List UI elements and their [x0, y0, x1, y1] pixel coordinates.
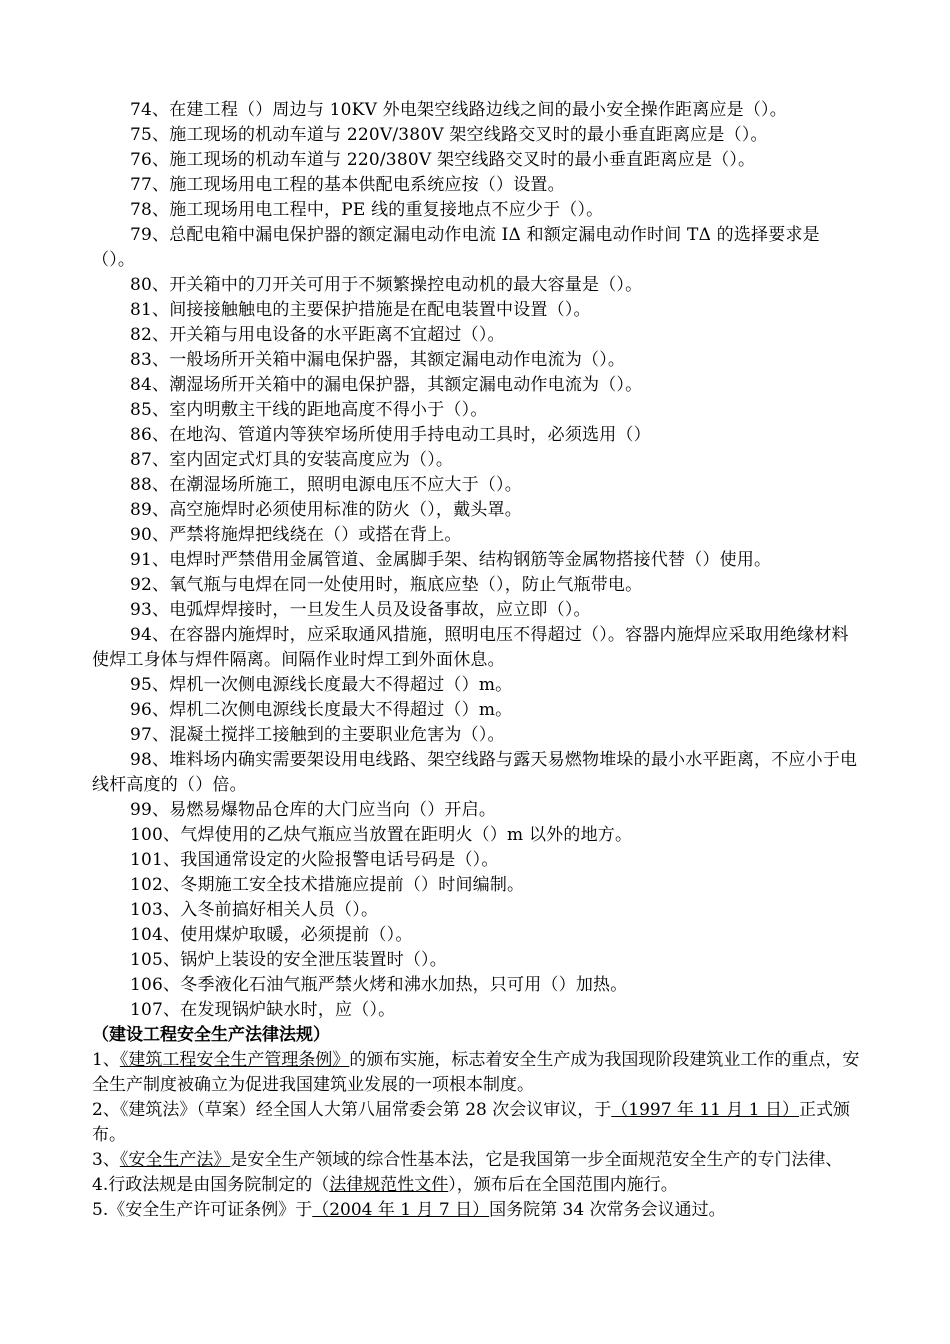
law-text: 2、《建筑法》（草案）经全国人大第八届常委会第 28 次会议审议，于: [92, 1100, 612, 1120]
law-item-1: [92, 1048, 862, 1098]
law-item-4: [92, 1173, 862, 1198]
law-text: 正式颁布。: [92, 1100, 850, 1145]
law-text: 3、: [92, 1150, 120, 1170]
question-item: 100、气焊使用的乙炔气瓶应当放置在距明火（）m 以外的地方。: [130, 825, 633, 845]
question-item: 88、在潮湿场所施工，照明电源电压不应大于（）。: [130, 475, 522, 495]
question-item: 99、易燃易爆物品仓库的大门应当向（）开启。: [130, 800, 497, 820]
question-item: 105、锅炉上装设的安全泄压装置时（）。: [130, 950, 447, 970]
document-body: [92, 98, 862, 1223]
question-item: 79、总配电箱中漏电保护器的额定漏电动作电流 IΔ 和额定漏电动作时间 TΔ 的选择要求是（）。: [92, 225, 820, 270]
question-item: 77、施工现场用电工程的基本供配电系统应按（）设置。: [130, 175, 565, 195]
question-item: 93、电弧焊焊接时，一旦发生人员及设备事故，应立即（）。: [130, 600, 591, 620]
law-item-5: [92, 1198, 862, 1223]
law-text: 5.《安全生产许可证条例》于: [92, 1200, 313, 1220]
law-item-2: [92, 1098, 862, 1148]
question-item: 90、严禁将施焊把线绕在（）或搭在背上。: [130, 525, 462, 545]
question-item: 74、在建工程（）周边与 10KV 外电架空线路边线之间的最小安全操作距离应是（）。: [130, 100, 787, 120]
question-item: 98、堆料场内确实需要架设用电线路、架空线路与露天易燃物堆垛的最小水平距离，不应小于电线杆高度的（）倍。: [92, 750, 858, 795]
question-item: 89、高空施焊时必须使用标准的防火（），戴头罩。: [130, 500, 522, 520]
question-list: [92, 98, 862, 1023]
law-answer: （1997 年 11 月 1 日）: [611, 1100, 799, 1120]
question-item: 104、使用煤炉取暖，必须提前（）。: [130, 925, 413, 945]
question-item: 92、氧气瓶与电焊在同一处使用时，瓶底应垫（），防止气瓶带电。: [130, 575, 643, 595]
question-item: 80、开关箱中的刀开关可用于不频繁操控电动机的最大容量是（）。: [130, 275, 643, 295]
law-text: 的颁布实施，标志着安全生产成为我国现阶段建筑业工作的重点，安全生产制度被确立为促进我国建筑业发展的一项根本制度。: [92, 1050, 860, 1095]
question-item: 101、我国通常设定的火险报警电话号码是（）。: [130, 850, 499, 870]
question-item: 86、在地沟、管道内等狭窄场所使用手持电动工具时，必须选用（）: [130, 425, 651, 445]
question-item: 91、电焊时严禁借用金属管道、金属脚手架、结构钢筋等金属物搭接代替（）使用。: [130, 550, 772, 570]
question-item: 81、间接接触触电的主要保护措施是在配电装置中设置（）。: [130, 300, 591, 320]
question-item: 84、潮湿场所开关箱中的漏电保护器，其额定漏电动作电流为（）。: [130, 375, 643, 395]
question-item: 97、混凝土搅拌工接触到的主要职业危害为（）。: [130, 725, 505, 745]
law-answer: 《建筑工程安全生产管理条例》: [119, 1050, 350, 1070]
question-item: 85、室内明敷主干线的距地高度不得小于（）。: [130, 400, 488, 420]
question-item: 107、在发现锅炉缺水时，应（）。: [130, 1000, 396, 1020]
law-answer: 法律规范性文件: [329, 1175, 449, 1195]
section-heading: （建设工程安全生产法律法规）: [92, 1025, 330, 1045]
question-item: 87、室内固定式灯具的安装高度应为（）。: [130, 450, 454, 470]
law-text: 国务院第 34 次常务会议通过。: [489, 1200, 726, 1220]
question-item: 103、入冬前搞好相关人员（）。: [130, 900, 379, 920]
question-item: 94、在容器内施焊时，应采取通风措施，照明电压不得超过（）。容器内施焊应采取用绝缘材料使焊工身体与焊件隔离。间隔作业时焊工到外面休息。: [92, 625, 849, 670]
question-item: 78、施工现场用电工程中，PE 线的重复接地点不应少于（）。: [130, 200, 604, 220]
question-item: 75、施工现场的机动车道与 220V/380V 架空线路交叉时的最小垂直距离应是（）。: [130, 125, 768, 145]
question-item: 96、焊机二次侧电源线长度最大不得超过（）m。: [130, 700, 513, 720]
law-item-3: [92, 1148, 862, 1173]
law-text: 1、: [92, 1050, 120, 1070]
question-item: 102、冬期施工安全技术措施应提前（）时间编制。: [130, 875, 525, 895]
law-answer: 《安全生产法》: [119, 1150, 231, 1170]
question-item: 76、施工现场的机动车道与 220/380V 架空线路交叉时的最小垂直距离应是（）。: [130, 150, 756, 170]
law-text: 是安全生产领域的综合性基本法，它是我国第一步全面规范安全生产的专门法律、: [230, 1150, 843, 1170]
question-item: 83、一般场所开关箱中漏电保护器，其额定漏电动作电流为（）。: [130, 350, 626, 370]
question-item: 95、焊机一次侧电源线长度最大不得超过（）m。: [130, 675, 513, 695]
question-item: 106、冬季液化石油气瓶严禁火烤和沸水加热，只可用（）加热。: [130, 975, 628, 995]
question-item: 82、开关箱与用电设备的水平距离不宜超过（）。: [130, 325, 505, 345]
law-text: ），颁布后在全国范围内施行。: [448, 1175, 678, 1195]
law-answer: （2004 年 1 月 7 日）: [312, 1200, 490, 1220]
law-text: 4.行政法规是由国务院制定的（: [92, 1175, 330, 1195]
